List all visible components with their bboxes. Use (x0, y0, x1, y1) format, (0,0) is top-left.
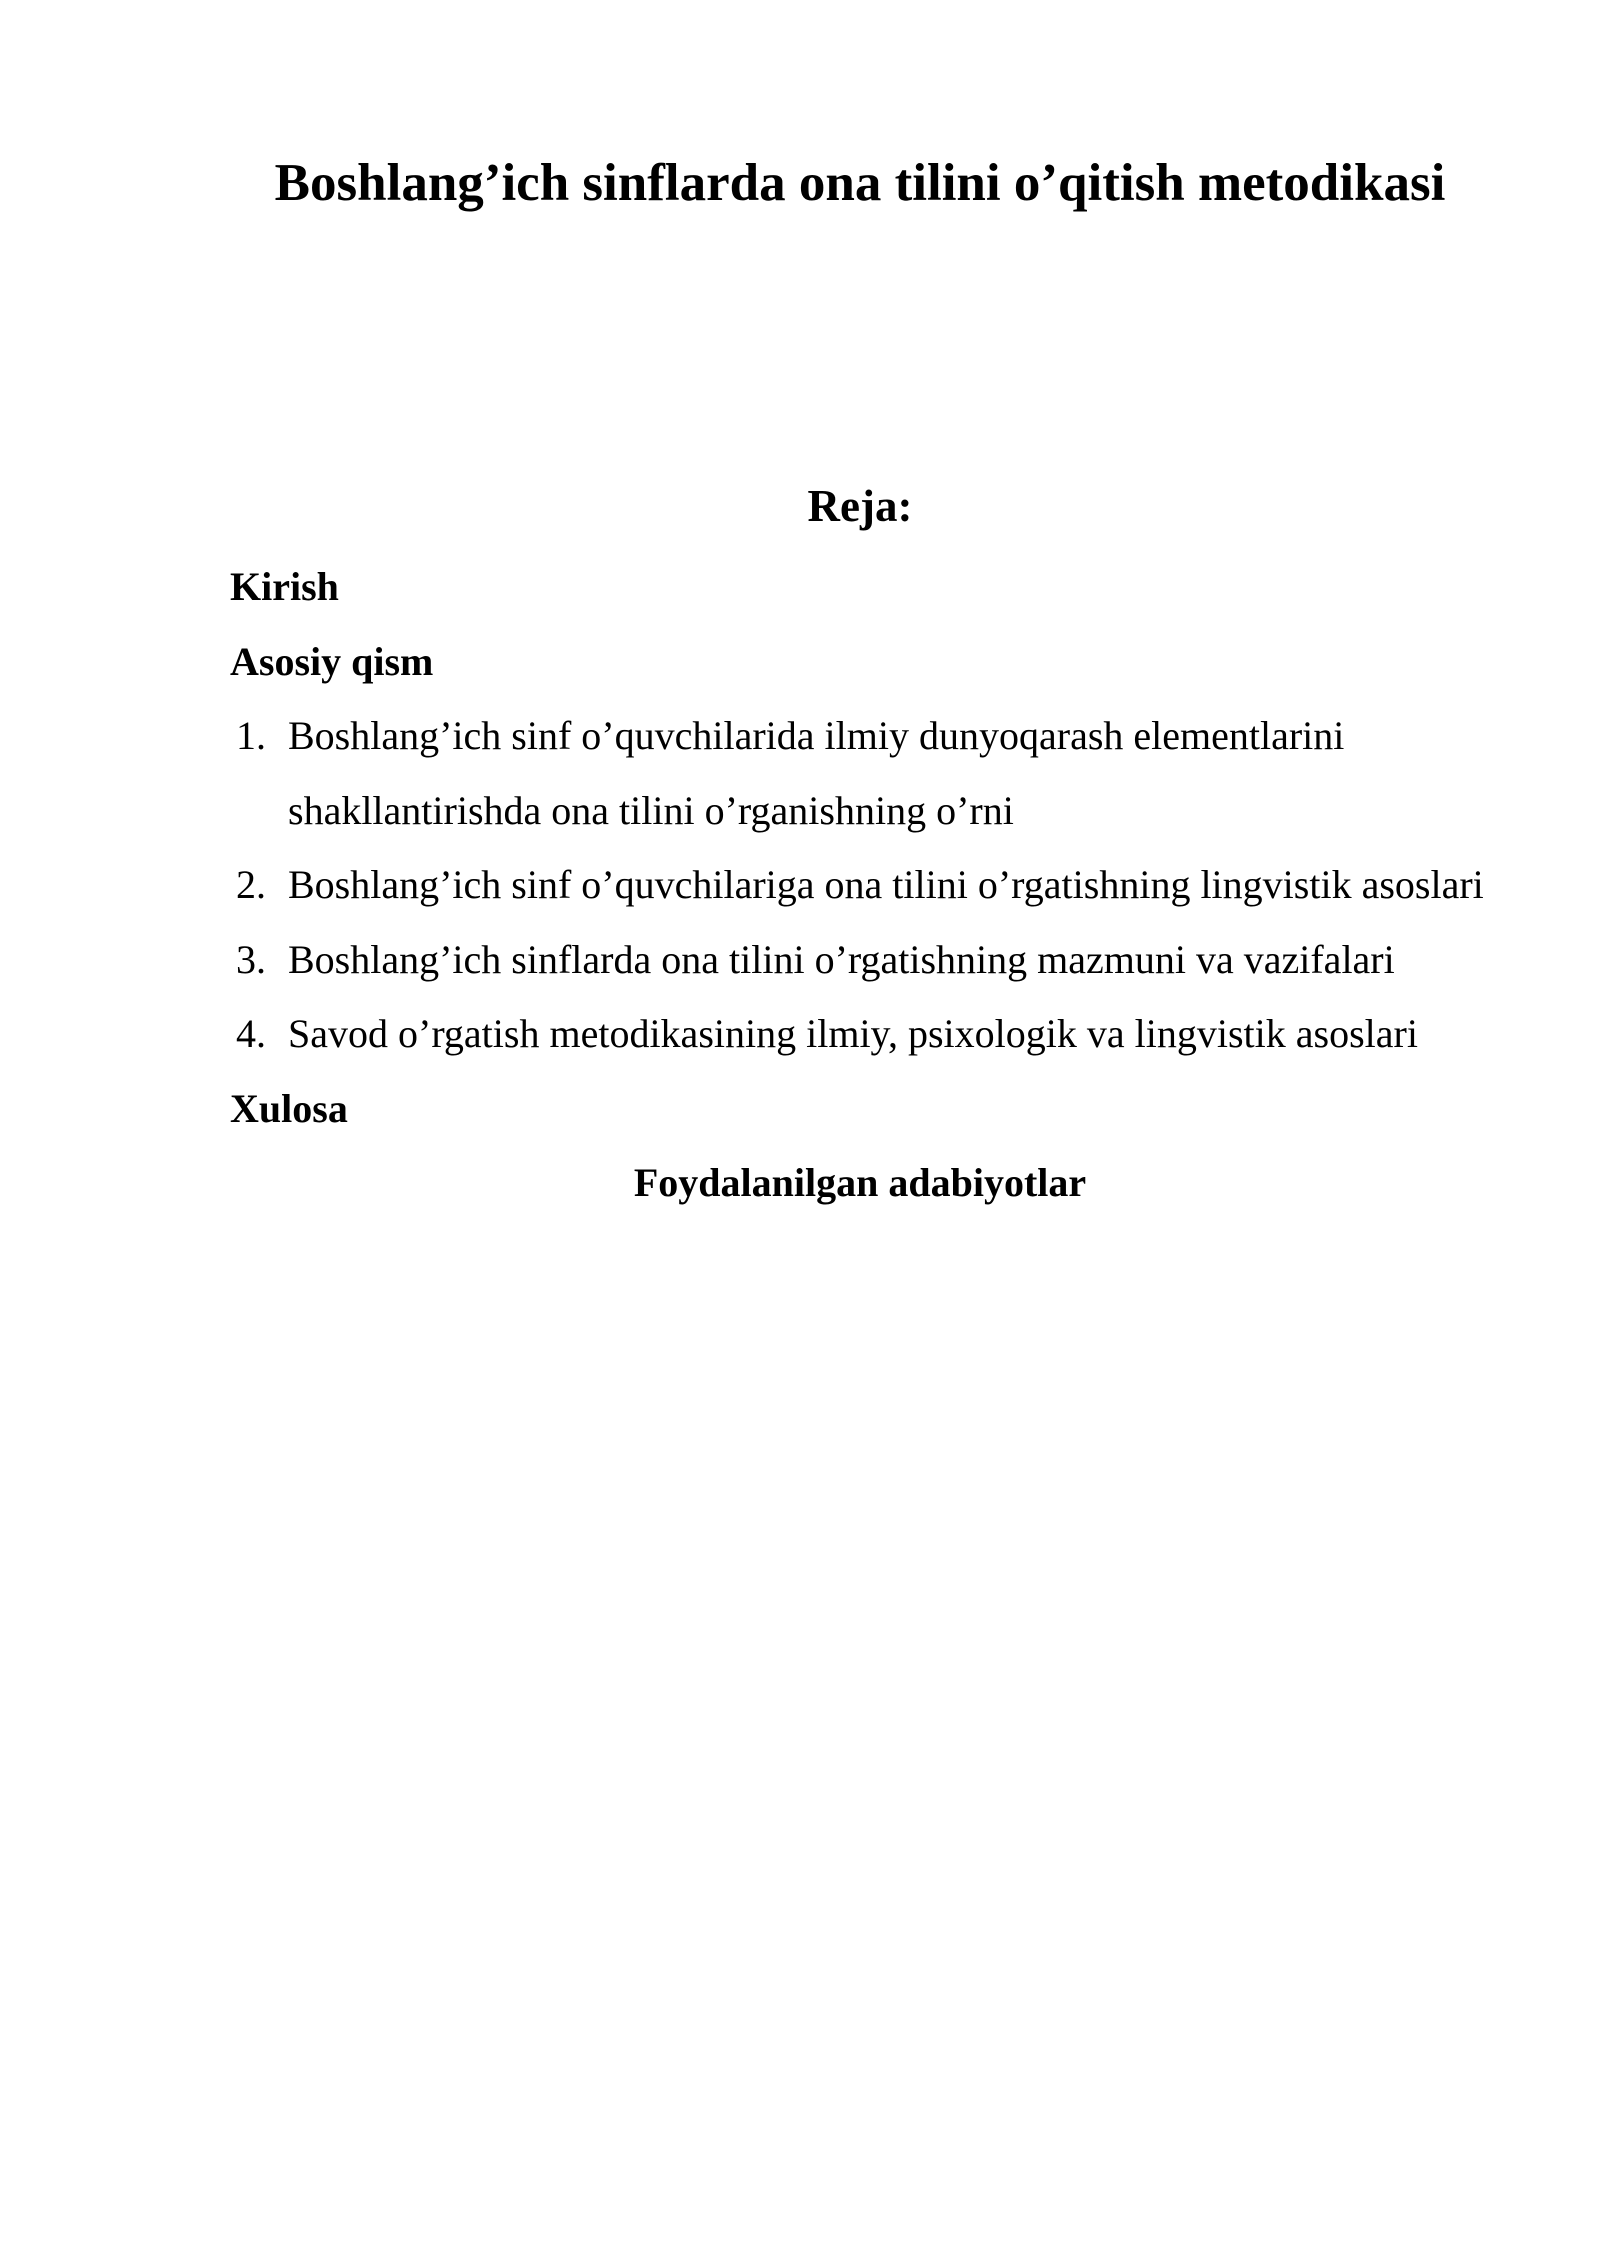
plan-item-text: Boshlang’ich sinf o’quvchilariga ona tilini o’rgatishning lingvistik asoslari (288, 862, 1484, 907)
plan-item-1 (230, 699, 1520, 848)
references-label: Foydalanilgan adabiyotlar (633, 1160, 1087, 1205)
plan-item-text: Boshlang’ich sinflarda ona tilini o’rgatishning mazmuni va vazifalari (288, 936, 1395, 982)
plan-item-text: Boshlang’ich sinf o’quvchilarida ilmiy dunyoqarash elementlarini shakllantirishda ona tilini o’rganishning o’rni (288, 713, 1345, 833)
plan-outline (230, 550, 1520, 1221)
intro-label: Kirish (230, 564, 339, 609)
plan-item-number: 4. (236, 1011, 266, 1056)
plan-item-number: 1. (236, 713, 266, 758)
plan-heading: Reja: (807, 481, 913, 531)
plan-item-text: Savod o’rgatish metodikasining ilmiy, psixologik va lingvistik asoslari (288, 1011, 1418, 1056)
document-title: Boshlang’ich sinflarda ona tilini o’qitish metodikasi (274, 154, 1446, 212)
plan-item-4 (230, 997, 1520, 1072)
plan-item-3 (230, 923, 1520, 998)
plan-item-number: 3. (236, 936, 266, 982)
conclusion-label: Xulosa (230, 1085, 348, 1131)
plan-item-number: 2. (236, 862, 266, 907)
plan-item-2 (230, 848, 1520, 923)
main-part-label: Asosiy qism (230, 638, 434, 684)
plan-list (230, 699, 1520, 1072)
